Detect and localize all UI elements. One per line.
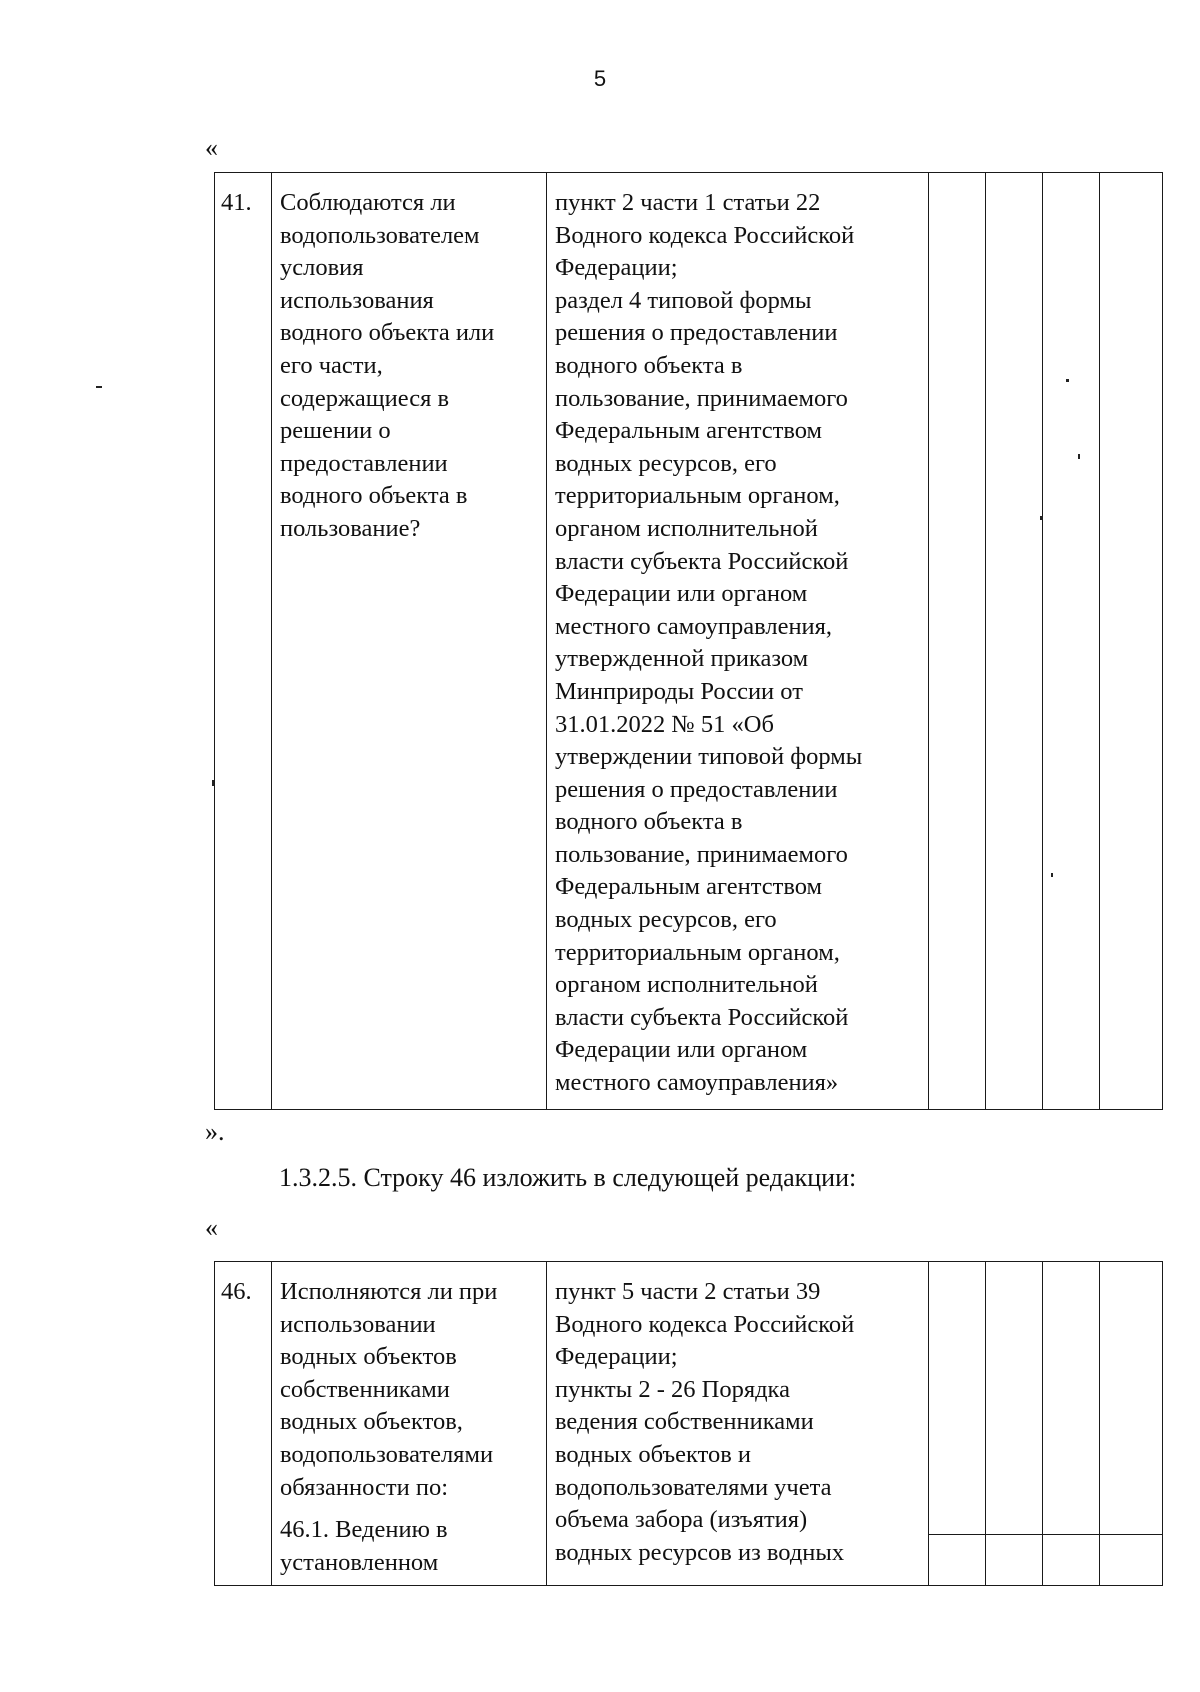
opening-quote-2: « [205,1213,218,1242]
question-cell [272,1262,547,1586]
reference-cell: пункт 2 части 1 статьи 22 Водного кодекса Российской Федерации; раздел 4 типовой формы решения о предоставлении водного объекта в пользование, принимаемого Федеральным агентством водных ресурсов, его территориальным органом, органом исполнительной власти субъекта Российской Федерации или органом местного самоуправления, утвержденной приказом Минприроды России от 31.01.2022 № 51 «Об утверждении типовой формы решения о предоставлении водного объекта в пользование, принимаемого Федеральным агентством водных ресурсов, его территориальным органом, органом исполнительной власти субъекта Российской Федерации или органом местного самоуправления» [547,173,929,1110]
table-row [215,1262,1163,1535]
empty-cell [1100,173,1163,1110]
scan-mark [1051,873,1053,877]
closing-quote: ». [205,1117,225,1146]
row-number: 41. [215,173,272,1110]
empty-cell [1043,173,1100,1110]
opening-quote: « [205,133,218,162]
empty-cell [1043,1262,1100,1535]
question-text: Исполняются ли при использовании водных объектов собственниками водных объектов, водопользователями обязанности по: [280,1278,498,1501]
scan-mark [1078,454,1080,459]
empty-cell [929,1535,986,1586]
empty-cell [986,1535,1043,1586]
scan-mark [212,780,214,786]
page-number: 5 [593,66,607,91]
table-row [215,173,1163,1110]
table-row-46 [214,1261,1163,1586]
reference-cell: пункт 5 части 2 статьи 39 Водного кодекса Российской Федерации; пункты 2 - 26 Порядка ведения собственниками водных объектов и водопользователями учета объема забора (изъятия) водных ресурсов из водных [547,1262,929,1586]
empty-cell [1100,1262,1163,1535]
scan-mark [1066,379,1069,382]
amendment-paragraph: 1.3.2.5. Строку 46 изложить в следующей редакции: [279,1163,857,1192]
empty-cell [986,1262,1043,1535]
question-cell: Соблюдаются ли водопользователем условия использования водного объекта или его части, содержащиеся в решении о предоставлении водного объекта в пользование? [272,173,547,1110]
table-row-41 [214,172,1163,1110]
empty-cell [929,1262,986,1535]
scan-mark [96,386,102,388]
sub-item-text: 46.1. Ведению в установленном [280,1516,448,1576]
empty-cell [929,173,986,1110]
scan-mark [1040,516,1043,520]
empty-cell [986,173,1043,1110]
row-number: 46. [215,1262,272,1586]
empty-cell [1100,1535,1163,1586]
empty-cell [1043,1535,1100,1586]
